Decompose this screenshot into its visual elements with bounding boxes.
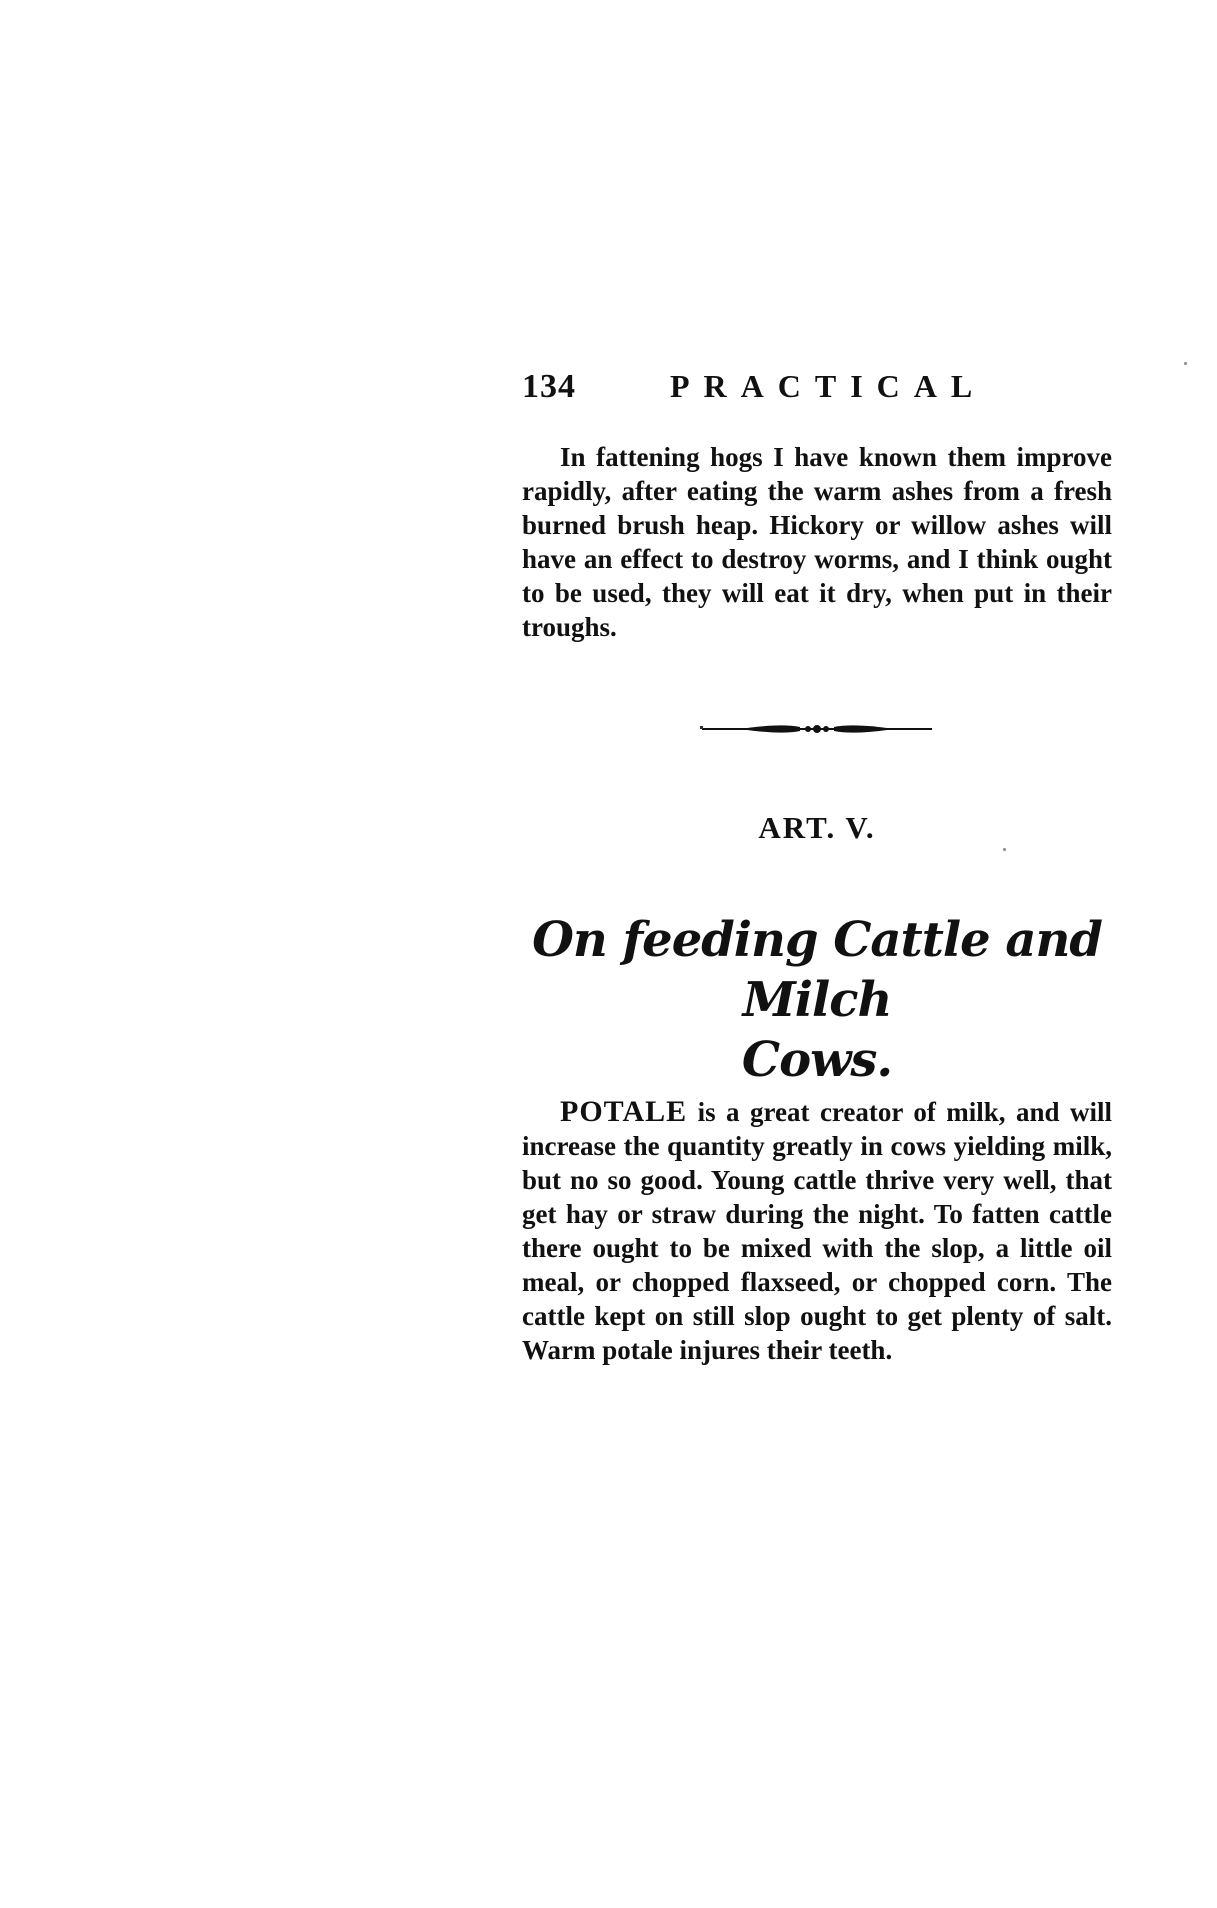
article-number: ART. V. — [758, 810, 876, 845]
page-header — [522, 368, 1022, 418]
page-number: 134 — [522, 368, 576, 405]
paragraph-hogs — [522, 440, 1112, 644]
print-speck — [1003, 848, 1006, 851]
paragraph-potale — [522, 1095, 1112, 1367]
running-head: PRACTICAL — [670, 368, 987, 404]
print-speck — [1184, 362, 1187, 365]
paragraph-first-word: POTALE — [560, 1095, 688, 1128]
article-title — [512, 910, 1122, 1090]
article-title-line1: On feeding Cattle and Milch — [532, 912, 1102, 1028]
article-title-line2: Cows. — [741, 1032, 893, 1088]
paragraph-body: is a great creator of milk, and will increase the quantity greatly in cows yielding milk, but no so good. Young cattle thrive very well, that get hay or straw during the night. To fatten cattle there ought to be mixed with the slop, a little oil meal, or chopped flaxseed, or chopped corn. The cattle kept on still slop ought to get plenty of salt. Warm potale injures their teeth. — [522, 1097, 1112, 1365]
paragraph-text — [522, 1095, 1112, 1367]
paragraph-text: In fattening hogs I have known them improve rapidly, after eating the warm ashes from a fresh burned brush heap. Hickory or willow ashes will have an effect to destroy worms, and I think ought to be used, they will eat it dry, when put in their troughs. — [522, 442, 1112, 642]
decorative-rule-ornament — [700, 718, 934, 740]
